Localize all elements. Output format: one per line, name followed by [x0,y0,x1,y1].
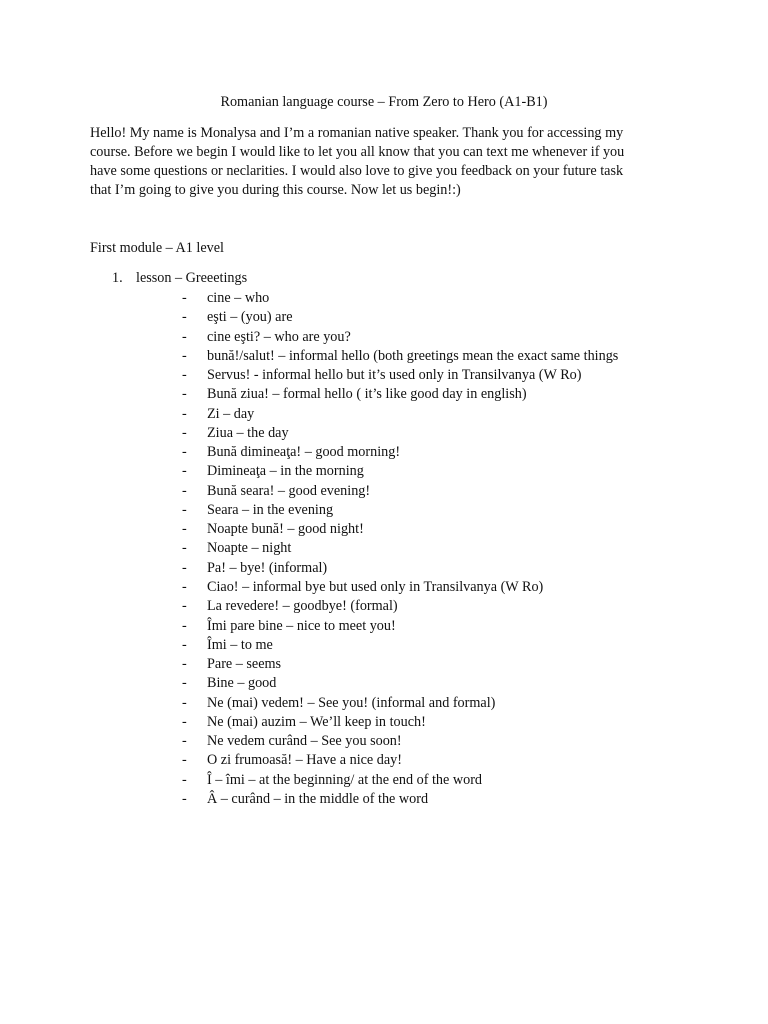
vocab-entry: Ne vedem curând – See you soon! [207,733,402,750]
list-bullet: - [182,386,187,403]
intro-paragraph [90,124,710,200]
list-item [182,462,682,481]
list-bullet: - [182,559,187,576]
vocab-entry: Ziua – the day [207,424,289,441]
lesson-heading [112,269,247,288]
list-bullet: - [182,636,187,653]
list-bullet: - [182,540,187,557]
vocab-entry: Bună seara! – good evening! [207,482,371,499]
vocab-entry: O zi frumoasă! – Have a nice day! [207,752,402,769]
list-bullet: - [182,598,187,615]
vocab-entry: Â – curând – in the middle of the word [207,790,429,807]
list-bullet: - [182,733,187,750]
vocab-entry: Îmi – to me [207,636,273,653]
vocabulary-list [182,289,682,809]
vocab-entry: La revedere! – goodbye! (formal) [207,598,398,615]
document-title: Romanian language course – From Zero to Hero (A1-B1) [220,94,548,110]
list-item [182,308,682,327]
vocab-entry: Noapte bună! – good night! [207,521,364,538]
list-item [182,405,682,424]
list-bullet: - [182,328,187,345]
list-item [182,520,682,539]
list-item [182,732,682,751]
list-item [182,347,682,366]
lesson-title: lesson – Greeetings [136,270,248,286]
vocab-entry: eşti – (you) are [207,309,293,326]
vocab-entry: Bună ziua! – formal hello ( it’s like good day in english) [207,386,527,403]
list-bullet: - [182,578,187,595]
list-item [182,617,682,636]
list-item [182,790,682,809]
list-bullet: - [182,482,187,499]
vocab-entry: Îmi pare bine – nice to meet you! [207,617,396,634]
vocab-entry: Noapte – night [207,540,292,557]
list-item [182,771,682,790]
list-bullet: - [182,463,187,480]
vocab-entry: Seara – in the evening [207,501,334,518]
list-bullet: - [182,405,187,422]
vocab-entry: bună!/salut! – informal hello (both greetings mean the exact same things [207,347,619,364]
vocab-entry: cine – who [207,290,270,306]
list-item [182,385,682,404]
list-item [182,289,682,308]
lesson-number: 1. [112,270,123,286]
list-item [182,578,682,597]
intro-line: have some questions or neclarities. I would also love to give you feedback on your future task [90,163,624,179]
module-heading: First module – A1 level [90,240,224,256]
list-bullet: - [182,501,187,518]
intro-line: Hello! My name is Monalysa and I’m a romanian native speaker. Thank you for accessing my [90,125,624,141]
list-item [182,366,682,385]
vocab-entry: Ciao! – informal bye but used only in Transilvanya (W Ro) [207,578,544,595]
vocab-entry: Pa! – bye! (informal) [207,559,328,576]
list-item [182,655,682,674]
list-bullet: - [182,771,187,788]
vocab-entry: Pare – seems [207,656,282,673]
vocab-entry: Î – îmi – at the beginning/ at the end of the word [207,771,483,788]
list-bullet: - [182,617,187,634]
list-item [182,597,682,616]
list-item [182,559,682,578]
vocab-entry: Servus! - informal hello but it’s used only in Transilvanya (W Ro) [207,367,582,384]
vocab-entry: Bine – good [207,675,277,692]
list-item [182,636,682,655]
vocab-entry: Dimineaţa – in the morning [207,463,364,480]
list-bullet: - [182,367,187,384]
list-bullet: - [182,309,187,326]
list-bullet: - [182,656,187,673]
list-item [182,328,682,347]
list-bullet: - [182,675,187,692]
list-item [182,443,682,462]
list-bullet: - [182,290,187,306]
list-bullet: - [182,521,187,538]
list-bullet: - [182,752,187,769]
intro-line: that I’m going to give you during this course. Now let us begin!:) [90,182,461,198]
intro-line: course. Before we begin I would like to let you all know that you can text me whenever if you [90,144,625,160]
list-item [182,694,682,713]
list-item [182,751,682,770]
list-item [182,424,682,443]
list-bullet: - [182,694,187,711]
list-bullet: - [182,713,187,730]
list-item [182,674,682,693]
vocab-entry: Zi – day [207,405,255,422]
list-item [182,482,682,501]
list-bullet: - [182,347,187,364]
vocab-entry: Ne (mai) vedem! – See you! (informal and formal) [207,694,496,711]
vocab-entry: Bună dimineaţa! – good morning! [207,444,401,461]
vocab-entry: Ne (mai) auzim – We’ll keep in touch! [207,713,426,730]
list-item [182,539,682,558]
list-bullet: - [182,444,187,461]
list-bullet: - [182,790,187,807]
vocab-entry: cine eşti? – who are you? [207,328,351,345]
list-item [182,713,682,732]
list-bullet: - [182,424,187,441]
list-item [182,501,682,520]
